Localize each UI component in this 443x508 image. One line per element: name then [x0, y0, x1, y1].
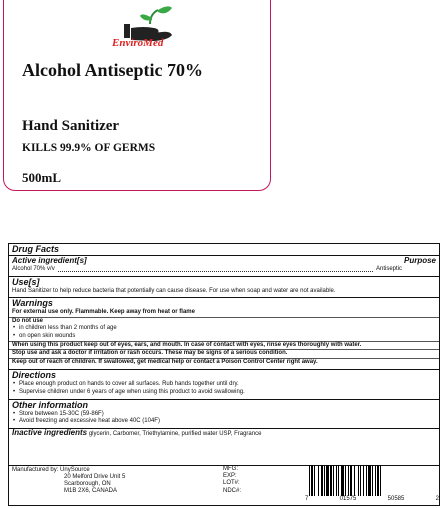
do-not-use-heading: Do not use	[12, 317, 43, 324]
other-info-item: • Avoid freezing and excessive heat above 40C (104F)	[9, 418, 439, 426]
active-ingredient-row	[9, 266, 439, 274]
barcode-digit: 7	[305, 496, 309, 502]
volume: 500mL	[22, 170, 61, 185]
exp-label: EXP:	[223, 473, 237, 480]
direction-item: • Place enough product on hands to cover all surfaces. Rub hands together until dry.	[9, 381, 439, 389]
keep-out-text: Keep out of reach of children. If swallowed, get medical help or contact a Poison Control Center right away.	[12, 358, 318, 365]
address	[64, 474, 125, 496]
inactive-row	[9, 429, 439, 439]
brand-name: EnviroMed	[112, 37, 164, 49]
manufacturer-panel	[8, 464, 440, 506]
purpose-heading: Purpose	[403, 256, 436, 265]
product-name: Hand Sanitizer	[22, 118, 120, 134]
active-heading: Active ingredient[s]	[12, 256, 87, 265]
active-header-row	[9, 256, 439, 266]
direction-item: • Supervise children under 6 years of age when using this product to avoid swallowing.	[9, 389, 439, 397]
do-not-use-item: • in children less than 2 months of age	[9, 325, 439, 333]
active-ingredient: Alcohol 70% v/v	[12, 266, 55, 272]
address-line: Scarborough, ON	[64, 481, 111, 488]
use-text: Hand Sanitizer to help reduce bacteria that potentially can cause disease. For use when soap and water are not available.	[12, 287, 336, 294]
barcode-digit: 01575	[339, 496, 357, 502]
barcode-digit: 2	[435, 496, 439, 502]
when-using-text: When using this product keep out of eyes, ears, and mouth. In case of contact with eyes, rinse eyes thoroughly with water.	[12, 341, 362, 348]
inactive-heading: Inactive ingredients	[12, 427, 88, 437]
drug-facts-heading: Drug Facts	[12, 244, 60, 254]
directions-heading: Directions	[12, 370, 57, 381]
mfg-label: MFG:	[223, 466, 238, 472]
lot-label: LOT#:	[223, 480, 240, 487]
lot-codes	[223, 466, 241, 495]
ndc-label: NDC#:	[223, 487, 242, 494]
drug-facts-panel	[8, 243, 440, 466]
address-line: M1B 2X6, CANADA	[64, 488, 118, 495]
barcode-digit: 50585	[387, 496, 405, 502]
barcode-icon	[305, 465, 439, 499]
stop-use-text: Stop use and ask a doctor if irritation or rash occurs. These may be signs of a serious condition.	[12, 350, 288, 357]
purpose-value: Antiseptic	[376, 266, 403, 272]
warnings-heading: Warnings	[12, 298, 53, 309]
front-label-panel	[3, 0, 271, 191]
other-info-heading: Other information	[12, 399, 88, 410]
barcode-digits	[305, 496, 439, 503]
inactive-text: glycerin, Carbomer, Triethylamine, purified water USP, Fragrance	[88, 430, 262, 437]
product-title: Alcohol Antiseptic 70%	[22, 60, 204, 80]
manufacturer: Manufactured by: UnySource	[12, 467, 90, 473]
other-info-item: • Store between 15-30C (59-86F)	[9, 411, 439, 419]
address-line: 20 Melford Drive Unit 5	[64, 474, 126, 480]
germ-claim: KILLS 99.9% OF GERMS	[22, 142, 156, 154]
warning-external: For external use only. Flammable. Keep away from heat or flame	[12, 309, 195, 316]
use-heading: Use[s]	[12, 276, 40, 287]
do-not-use-item: • on open skin wounds	[9, 333, 439, 341]
